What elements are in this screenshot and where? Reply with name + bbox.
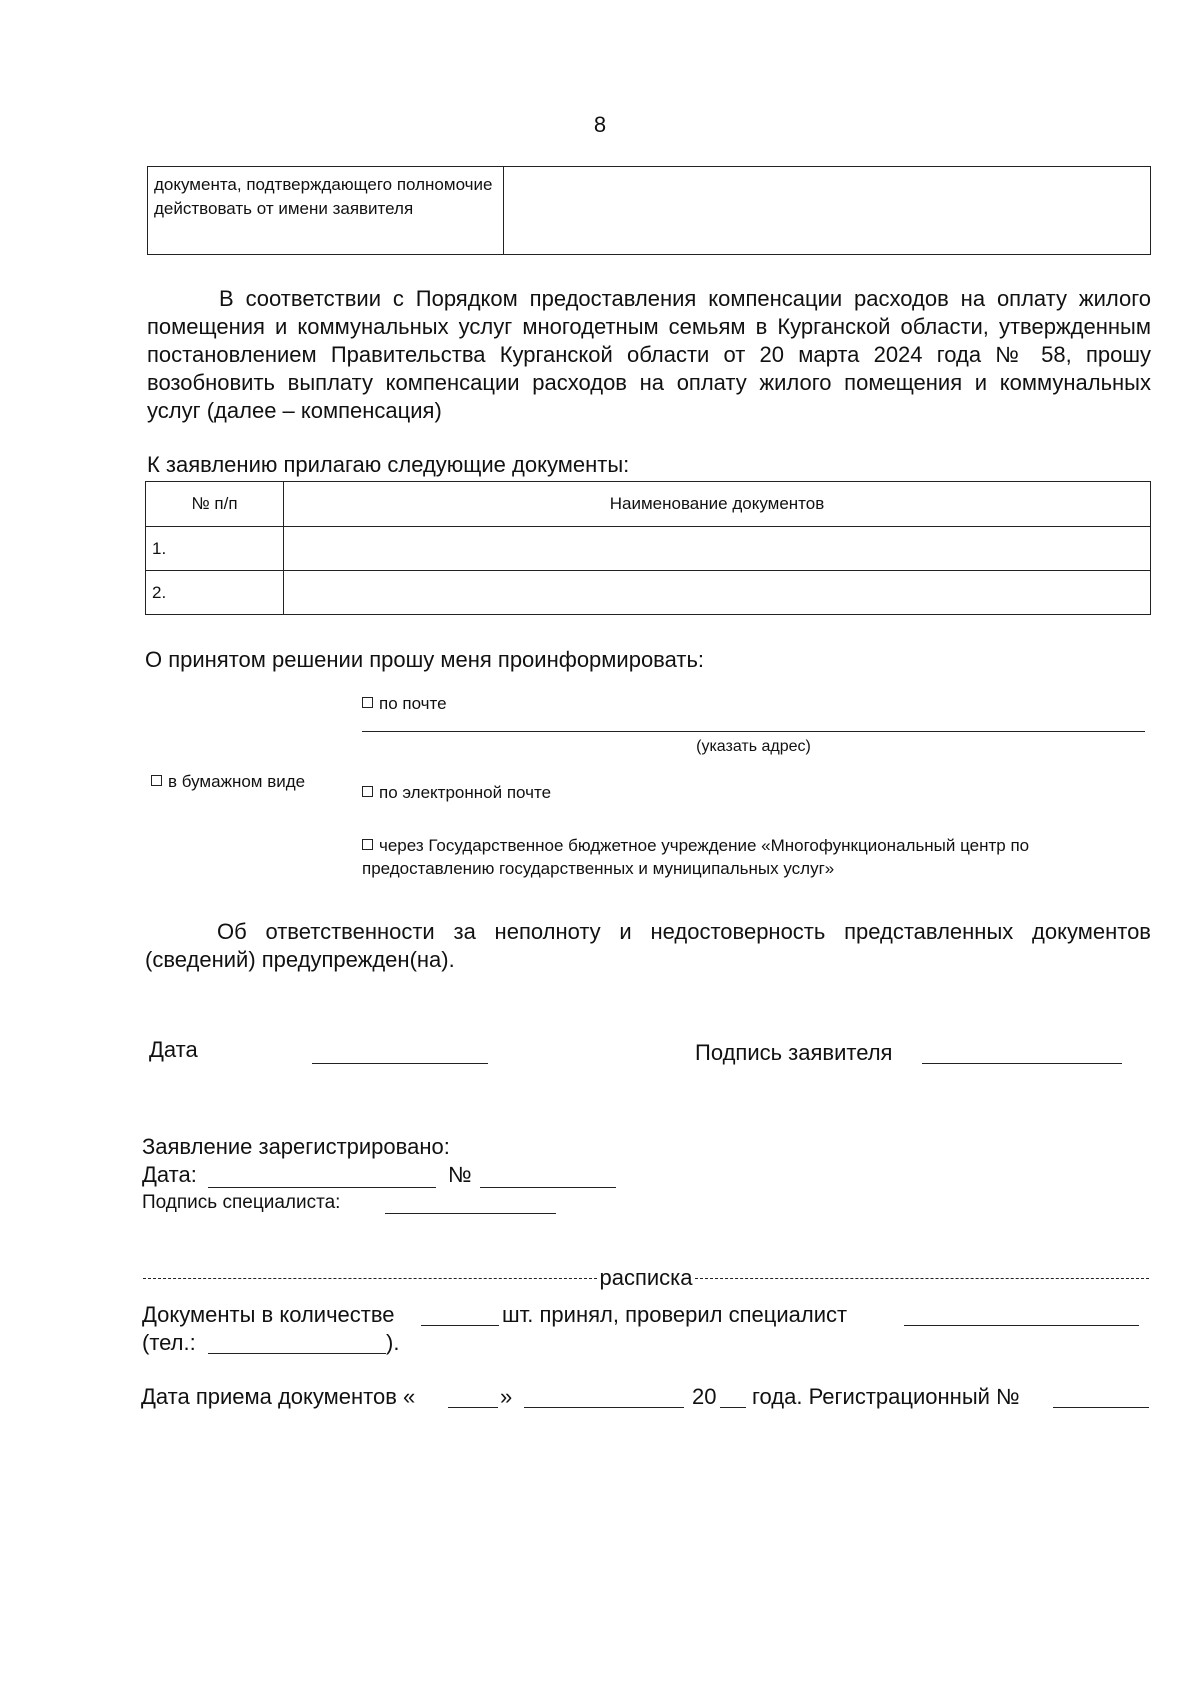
registration-title: Заявление зарегистрировано: — [142, 1134, 450, 1159]
inform-label: О принятом решении прошу меня проинформировать: — [145, 647, 705, 672]
separator-dash-left — [143, 1278, 597, 1279]
table-row — [146, 571, 1151, 615]
email-option[interactable] — [362, 783, 551, 803]
receipt-title: расписка — [599, 1265, 693, 1290]
row-number: 2. — [146, 571, 284, 615]
email-checkbox[interactable] — [362, 786, 373, 797]
date-received-label: Дата приема документов « — [141, 1384, 416, 1409]
address-line[interactable] — [362, 731, 1145, 732]
receipt-registration-number-line[interactable] — [1053, 1407, 1149, 1408]
received-month-line[interactable] — [524, 1407, 684, 1408]
mfc-option-label: через Государственное бюджетное учреждение «Многофункциональный центр по предоставлению государственных и муниципальных услуг» — [362, 836, 1030, 878]
registration-date-label: Дата: — [142, 1162, 197, 1187]
page-number: 8 — [593, 112, 607, 137]
paper-option-label: в бумажном виде — [168, 772, 306, 791]
row-document-name[interactable] — [284, 571, 1151, 615]
responsibility-paragraph: Об ответственности за неполноту и недостоверность представленных документов (сведений) предупрежден(на). — [145, 919, 1151, 972]
received-quote-close: » — [500, 1384, 513, 1409]
received-day-line[interactable] — [448, 1407, 498, 1408]
separator-dash-right — [695, 1278, 1149, 1279]
received-year-line[interactable] — [720, 1407, 746, 1408]
registration-number-text: года. Регистрационный № — [752, 1384, 1020, 1409]
phone-line[interactable] — [208, 1353, 386, 1354]
specialist-signature-line[interactable] — [385, 1213, 556, 1214]
phone-label: (тел.: — [142, 1330, 196, 1355]
registration-number-label: № — [448, 1162, 472, 1187]
receipt-separator — [143, 1266, 1149, 1290]
phone-close: ). — [386, 1330, 400, 1355]
mfc-option[interactable] — [362, 834, 1152, 880]
authority-document-table — [147, 166, 1151, 255]
paper-option[interactable] — [151, 772, 305, 792]
table-row — [146, 527, 1151, 571]
paper-checkbox[interactable] — [151, 775, 162, 786]
column-header-number: № п/п — [146, 482, 284, 527]
docs-count-suffix: шт. принял, проверил специалист — [502, 1302, 848, 1327]
email-option-label: по электронной почте — [379, 783, 552, 802]
row-number: 1. — [146, 527, 284, 571]
column-header-document-name: Наименование документов — [284, 482, 1151, 527]
address-caption: (указать адрес) — [696, 738, 811, 755]
attachments-label: К заявлению прилагаю следующие документы: — [147, 452, 630, 477]
date-label: Дата — [149, 1037, 198, 1062]
authority-document-value[interactable] — [504, 167, 1151, 255]
docs-count-line[interactable] — [421, 1325, 499, 1326]
specialist-signature-label: Подпись специалиста: — [142, 1192, 341, 1213]
applicant-signature-line[interactable] — [922, 1063, 1122, 1064]
applicant-signature-label: Подпись заявителя — [695, 1040, 893, 1065]
authority-document-label: документа, подтверждающего полномочие действовать от имени заявителя — [148, 167, 504, 255]
row-document-name[interactable] — [284, 527, 1151, 571]
mfc-checkbox[interactable] — [362, 839, 373, 850]
registration-date-line[interactable] — [208, 1187, 436, 1188]
registration-number-line[interactable] — [480, 1187, 616, 1188]
post-checkbox[interactable] — [362, 697, 373, 708]
post-option[interactable] — [362, 694, 447, 714]
post-option-label: по почте — [379, 694, 447, 713]
table-header-row — [146, 482, 1151, 527]
specialist-name-line[interactable] — [904, 1325, 1139, 1326]
docs-count-prefix: Документы в количестве — [142, 1302, 395, 1327]
attachments-table — [145, 481, 1151, 615]
request-paragraph: В соответствии с Порядком предоставления компенсации расходов на оплату жилого помещения и коммунальных услуг многодетным семьям в Курганской области, утвержденным постановлением Правительства Курганской области от 20 марта 2024 года № 58, прошу возобновить выплату компенсации расходов на оплату жилого помещения и коммунальных услуг (далее – компенсация) — [147, 286, 1151, 423]
received-year-prefix: 20 — [692, 1384, 717, 1409]
date-line[interactable] — [312, 1063, 488, 1064]
